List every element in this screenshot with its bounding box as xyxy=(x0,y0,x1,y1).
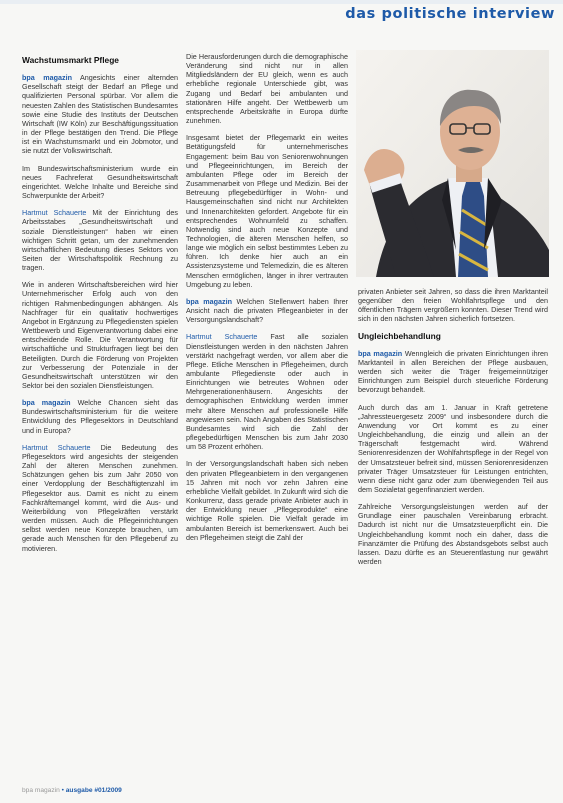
portrait-illustration xyxy=(356,50,549,277)
paragraph: Die Herausforderungen durch die demographische Veränderung sind nicht nur in allen Mitgliedsländern der EU gleich, wenn es auch erhebliche regionale Unterschiede gibt, was Zugang und Bedarf bei ambulanten und stationären Hilfe angeht. Der Wettbewerb um entsprechende Arbeitskräfte in Europa dürfte zunehmen. xyxy=(186,52,348,126)
paragraph-text: Welchen Stellenwert haben Ihrer Ansicht nach die privaten Pflegeanbieter in der Versorgungslandschaft? xyxy=(186,296,348,325)
section-heading: Wachstumsmarkt Pflege xyxy=(22,56,119,65)
page-footer xyxy=(22,787,122,794)
speaker-label: Hartmut Schauerte xyxy=(186,332,258,342)
issue-number: ausgabe #01/2009 xyxy=(65,787,122,794)
paragraph-text: Welche Chancen sieht das Bundeswirtschaftsministerium für die weitere Entwicklung des Pflegesektors in Deutschland und in Europa? xyxy=(22,398,178,435)
text-column-2 xyxy=(186,52,348,774)
speaker-label: bpa magazin xyxy=(22,73,72,83)
footer-separator: • xyxy=(61,787,64,794)
paragraph xyxy=(186,332,348,451)
section-heading: Ungleichbehandlung xyxy=(358,330,441,341)
paragraph-text: Angesichts einer alternden Gesellschaft steigt der Bedarf an Pflege und qualifizierten Personal spürbar. Vor allem die neuesten Zahlen des Statistischen Bundesamtes sowie eine Studie des Instituts der Deutschen Wirtschaft (IW Köln) zur Beschäftigungssituation in der Pflege bestätigen den Trend. Die Pflege ist ein Wachstumsmarkt und ein Jobmotor, und sie nutzt der Volkswirtschaft. xyxy=(22,73,178,156)
speaker-label: bpa magazin xyxy=(22,398,71,408)
paragraph: In der Versorgungslandschaft haben sich neben den privaten Pflegeanbietern in den vergangenen 15 Jahren mit noch vor zehn Jahren eine erhebliche Vielfalt gebildet. In Zukunft wird sich die Konkurrenz, dass gerade private Anbieter auch in der Entwicklung neuer „Pflegeprodukte“ eine wichtige Rolle spielen. Die Vielfalt gerade im ambulanten Bereich ist bemerkenswert. Auch bei den Pflegeheimen steigt die Zahl der xyxy=(186,459,348,542)
paragraph xyxy=(22,208,178,272)
paragraph xyxy=(22,398,178,435)
paragraph: Zahlreiche Versorgungsleistungen werden auf der Grundlage einer pauschalen Vereinbarung erbracht. Dadurch ist nicht nur die Umsatzsteuerpflicht ein. Die Ungleichbehandlung kommt noch ein daher, dass die Finanzämter die Prüfung des Abstandsgebots selbst auch lassen. Dazu dürfte es an Steuerentlastung nur gewährt werden xyxy=(358,502,548,567)
paragraph xyxy=(358,349,548,395)
paragraph: Wie in anderen Wirtschaftsbereichen wird hier Unternehmerischer Erfolg auch von den richtigen Rahmenbedingungen abhängen. Als Nachfrager für ein qualitativ hochwertiges Angebot in Ergänzung zu Pflegediensten spielen Wettbewerb und Eigenverantwortung dabei eine entscheidende Rolle. Die Verantwortung für wirtschaftliche und Strukturfragen liegt bei den Beteiligten. Durch die Förderung von Projekten zur Verbesserung der Potenziale in der Gesundheitswirtschaft unterstützen wir den Sektor bei den sozialen Dienstleistungen. xyxy=(22,280,178,390)
speaker-label: bpa magazin xyxy=(186,296,232,306)
text-column-1 xyxy=(22,56,178,774)
paragraph: Auch durch das am 1. Januar in Kraft getretene „Jahressteuergesetz 2009“ und insbesondere durch die Anwendung vor Ort kommt es zu einer Ungleichbehandlung, die einzig und allein an der Trägerschaft festgemacht wird. Während Seniorenresidenzen der Wohlfahrtspflege in der Regel von der Umsatzsteuer befreit sind, müssen Seniorenresidenzen privater Träger Umsatzsteuer für Leistungen entrichten, wenn diese nicht ganz oder zum überwiegenden Teil aus dem Sozialetat gegenfinanziert werden. xyxy=(358,402,548,494)
paragraph: privaten Anbieter seit Jahren, so dass die ihren Marktanteil gegenüber den freien Wohlfahrtspflege und den öffentlichen Trägern vergrößern konnten. Dieser Trend wird sich in den nächsten Jahren sicherlich fortsetzen. xyxy=(358,287,548,324)
paragraph xyxy=(22,73,178,155)
header-strip xyxy=(0,0,563,4)
speaker-label: Hartmut Schauerte xyxy=(22,442,91,452)
paragraph-text: Fast alle sozialen Dienstleistungen werden in den nächsten Jahren verstärkt nachgefragt werden, vor allem aber die Pflege. Etliche Menschen in Pflegeheimen, durch ambulante Pflegedienste oder auch in Einrichtungen wie betreutes Wohnen oder Mehrgenerationenhäusern. Angesichts der demographischen Entwicklung werden immer mehr ältere Menschen auf professionelle Hilfe angewiesen sein. Nach Angaben des Statistischen Bundesamtes wird sich die Zahl der pflegebedürftigen Menschen bis zum Jahr 2030 um 58 Prozent erhöhen. xyxy=(186,332,348,452)
paragraph-text: Die Bedeutung des Pflegesektors wird angesichts der steigenden Zahl der älteren Menschen zunehmen. Schätzungen gehen bis zum Jahr 2050 von einer Verdopplung der Beschäftigtenzahl im Pflegesektor aus. Damit es nicht zu einem Fachkräftemangel kommt, wird die Aus- und Weiterbildung von Pflegekräften verstärkt werden müssen. Auch die Pflegeinrichtungen selbst werden neue Konzepte brauchen, um gerade auch Menschen für den Pflegeberuf zu motivieren. xyxy=(22,442,178,553)
paragraph xyxy=(22,443,178,553)
paragraph xyxy=(186,297,348,324)
header-bar xyxy=(0,0,563,30)
paragraph: Im Bundeswirtschaftsministerium wurde ein neues Fachreferat Gesundheitswirtschaft eingerichtet. Welche Inhalte und Bereiche sind Schwerpunkte der Arbeit? xyxy=(22,163,178,201)
text-column-3 xyxy=(358,287,548,775)
paragraph-text: Mit der Einrichtung des Arbeitsstabes „Gesundheitswirtschaft und soziale Dienstleistungen“ haben wir einen wichtigen Schritt getan, um der zunehmenden wirtschaftlichen Bedeutung dieses Sektors von Seiten der Wirtschaftspolitik Rechnung zu tragen. xyxy=(22,208,178,273)
speaker-label: Hartmut Schauerte xyxy=(22,208,87,218)
interview-photo xyxy=(356,50,549,277)
section-title: das politische interview xyxy=(345,6,555,22)
speaker-label: bpa magazin xyxy=(358,348,403,358)
paragraph: Insgesamt bietet der Pflegemarkt ein weites Betätigungsfeld für unternehmerisches Engagement: beim Bau von Seniorenwohnungen und Pflegeeinrichtungen, im Bereich der ambulanten Pflege oder im Bereich der Zusammenarbeit von Pflege und Medizin. Bei der Betreuung pflegebedürftiger in Wohn- und Hausgemeinschaften sind nicht nur Architekten und Innenarchitekten gefordert. Angebote für ein entsprechendes Wohnumfeld zu schaffen. Notwendig sind auch neue Konzepte und Technologien, die älteren Menschen helfen, so lange wie möglich ein selbst bestimmtes Leben zu führen. Ich denke hier auch an ein Assistenzsysteme und Telemedizin, die es älteren Menschen ermöglichen, länger in ihrer vertrauten Umgebung zu leben. xyxy=(186,133,348,289)
paragraph-text: Wenngleich die privaten Einrichtungen ihren Marktanteil in allen Bereichen der Pflege ausbauen, werden sich weiter die Träger freigemeinnütziger Einrichtungen zum Beispiel durch steuerliche Förderung bevorzugt behandelt. xyxy=(358,348,548,395)
magazine-name: bpa magazin xyxy=(22,787,60,794)
